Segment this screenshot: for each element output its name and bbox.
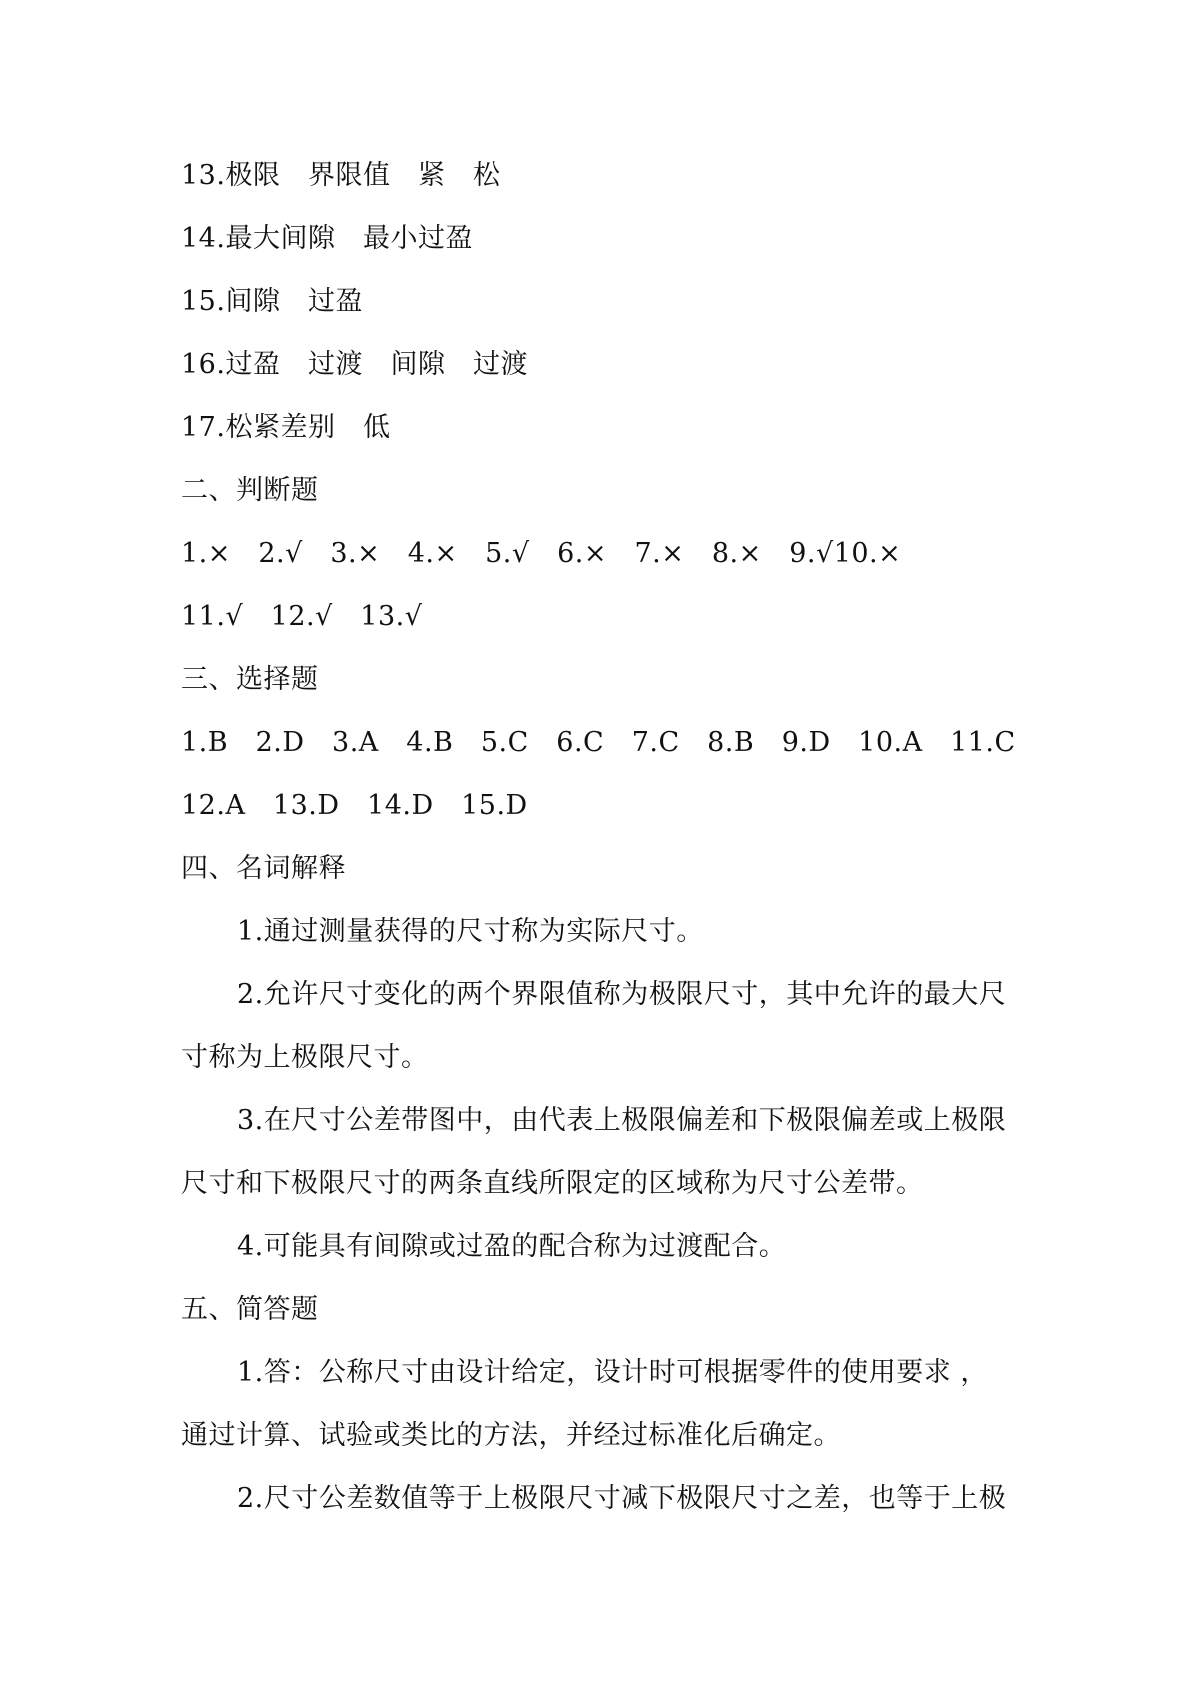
judgement-answers-row-1: 1.× 2.√ 3.× 4.× 5.√ 6.× 7.× 8.× 9.√10.×	[181, 538, 902, 569]
section-heading-terms: 四、名词解释	[181, 853, 346, 884]
short-answer-1-continued: 通过计算、试验或类比的方法，并经过标准化后确定。	[181, 1420, 841, 1451]
term-definition-2: 2.允许尺寸变化的两个界限值称为极限尺寸，其中允许的最大尺	[237, 979, 1007, 1010]
answer-line-fill-13: 13.极限 界限值 紧 松	[181, 160, 501, 191]
answer-line-fill-15: 15.间隙 过盈	[181, 286, 363, 317]
answer-line-fill-14: 14.最大间隙 最小过盈	[181, 223, 473, 254]
section-heading-judgement: 二、判断题	[181, 475, 319, 506]
term-definition-2-continued: 寸称为上极限尺寸。	[181, 1042, 429, 1073]
term-definition-1: 1.通过测量获得的尺寸称为实际尺寸。	[237, 916, 704, 947]
short-answer-1: 1.答：公称尺寸由设计给定，设计时可根据零件的使用要求 ，	[237, 1357, 988, 1388]
choice-answers-row-1: 1.B 2.D 3.A 4.B 5.C 6.C 7.C 8.B 9.D 10.A 11.C	[181, 727, 1016, 758]
section-heading-short-answer: 五、简答题	[181, 1294, 319, 1325]
answer-line-fill-16: 16.过盈 过渡 间隙 过渡	[181, 349, 528, 380]
term-definition-3: 3.在尺寸公差带图中，由代表上极限偏差和下极限偏差或上极限	[237, 1105, 1007, 1136]
section-heading-choice: 三、选择题	[181, 664, 319, 695]
choice-answers-row-2: 12.A 13.D 14.D 15.D	[181, 790, 528, 821]
short-answer-2: 2.尺寸公差数值等于上极限尺寸减下极限尺寸之差，也等于上极	[237, 1483, 1007, 1514]
answer-line-fill-17: 17.松紧差别 低	[181, 412, 391, 443]
term-definition-4: 4.可能具有间隙或过盈的配合称为过渡配合。	[237, 1231, 787, 1262]
judgement-answers-row-2: 11.√ 12.√ 13.√	[181, 601, 423, 632]
term-definition-3-continued: 尺寸和下极限尺寸的两条直线所限定的区域称为尺寸公差带。	[181, 1168, 924, 1199]
